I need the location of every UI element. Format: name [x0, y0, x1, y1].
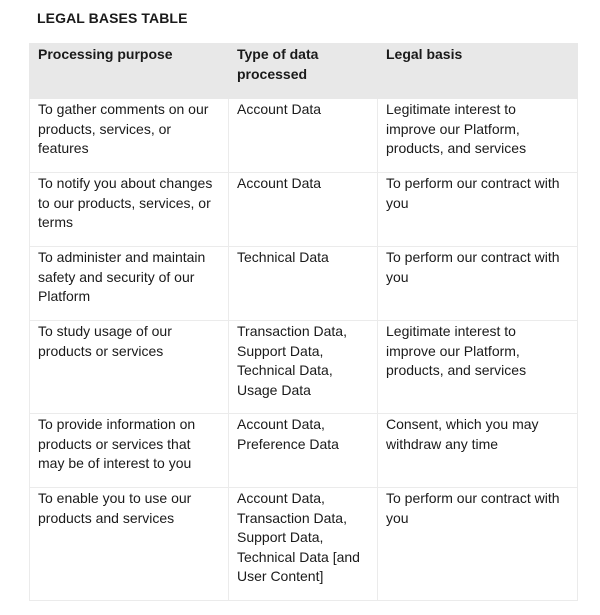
cell-data-type: Account Data, Transaction Data, Support Data, Technical Data [and User Content] — [229, 488, 378, 601]
table-row — [30, 414, 578, 488]
cell-purpose: To administer and maintain safety and security of our Platform — [30, 247, 229, 321]
cell-data-type: Account Data — [229, 99, 378, 173]
cell-purpose: To gather comments on our products, services, or features — [30, 99, 229, 173]
table-row — [30, 247, 578, 321]
cell-legal-basis: Consent, which you may withdraw any time — [378, 414, 578, 488]
table-row — [30, 99, 578, 173]
table-row — [30, 173, 578, 247]
cell-purpose: To study usage of our products or services — [30, 321, 229, 414]
table-header-row — [30, 44, 578, 99]
cell-data-type: Account Data, Preference Data — [229, 414, 378, 488]
cell-legal-basis: To perform our contract with you — [378, 488, 578, 601]
cell-legal-basis: To perform our contract with you — [378, 247, 578, 321]
cell-legal-basis: Legitimate interest to improve our Platform, products, and services — [378, 321, 578, 414]
table-row — [30, 321, 578, 414]
header-type-of-data: Type of data processed — [229, 44, 378, 99]
cell-purpose: To enable you to use our products and services — [30, 488, 229, 601]
header-legal-basis: Legal basis — [378, 44, 578, 99]
page-title: LEGAL BASES TABLE — [37, 10, 188, 26]
cell-data-type: Technical Data — [229, 247, 378, 321]
legal-bases-table — [29, 43, 578, 601]
cell-legal-basis: Legitimate interest to improve our Platform, products, and services — [378, 99, 578, 173]
table-row — [30, 488, 578, 601]
cell-purpose: To notify you about changes to our products, services, or terms — [30, 173, 229, 247]
cell-purpose: To provide information on products or services that may be of interest to you — [30, 414, 229, 488]
cell-data-type: Transaction Data, Support Data, Technical Data, Usage Data — [229, 321, 378, 414]
cell-data-type: Account Data — [229, 173, 378, 247]
header-processing-purpose: Processing purpose — [30, 44, 229, 99]
cell-legal-basis: To perform our contract with you — [378, 173, 578, 247]
